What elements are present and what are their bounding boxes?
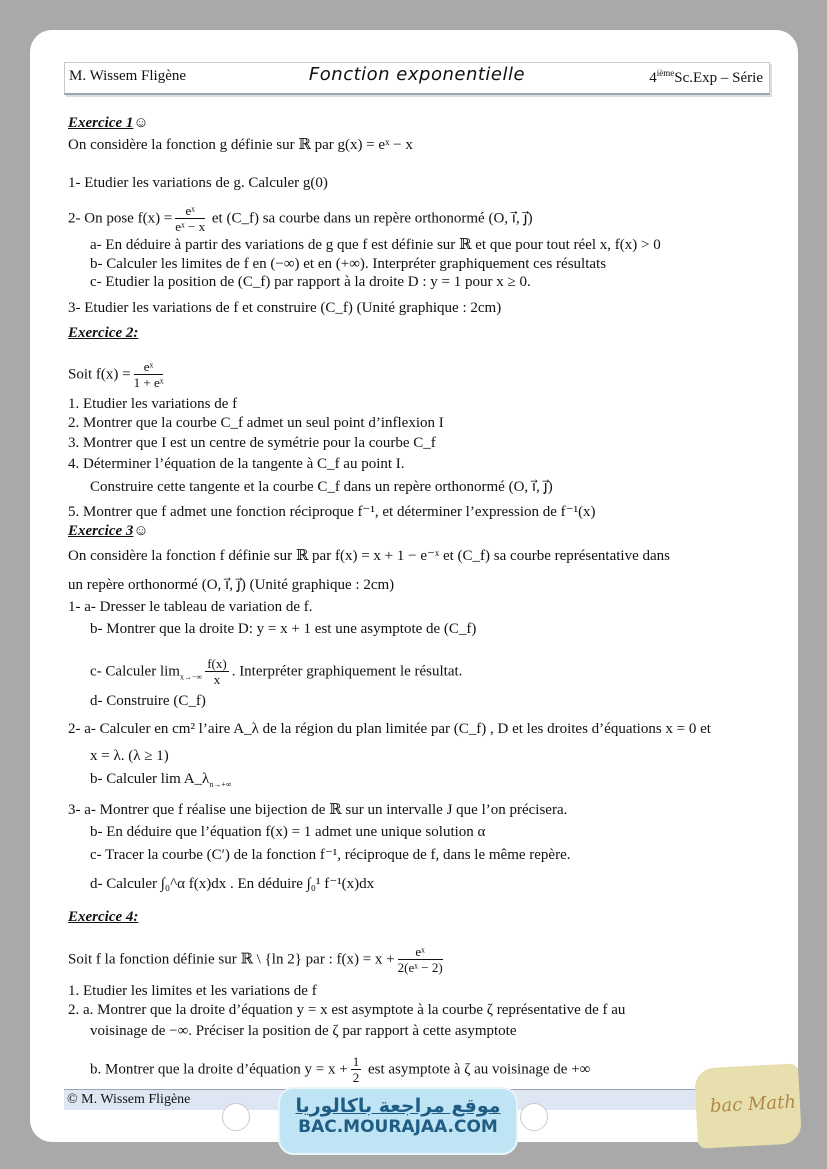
text-line: c- Tracer la courbe (C′) de la fonction f⁻¹, réciproque de f, dans le même repère. xyxy=(90,847,571,863)
limit-subscript: n→+∞ xyxy=(209,780,232,789)
text-line: 3- a- Montrer que f réalise une bijection de ℝ sur un intervalle J que l’on précisera. xyxy=(68,802,568,818)
site-logo-icon xyxy=(222,1103,250,1131)
author: M. Wissem Fligène xyxy=(69,68,187,84)
fraction: $\frac{f(x)}{x}$ xyxy=(207,656,227,687)
text-line: b- En déduire que l’équation f(x) = 1 admet une unique solution α xyxy=(90,824,486,840)
text-line: x = λ. (λ ≥ 1) xyxy=(90,748,169,764)
text-line: 4. Déterminer l’équation de la tangente à C_f au point I. xyxy=(68,456,405,472)
text-line: voisinage de −∞. Préciser la position de ζ par rapport à cette asymptote xyxy=(90,1023,517,1039)
text-line: 2- On pose f(x) = $\frac{\text{eˣ}}{\text{eˣ − x}}$ et (C_f) sa courbe dans un repère orthonormé (O, i⃗, j⃗) xyxy=(68,203,533,234)
text-line: Soit f la fonction définie sur ℝ \ {ln 2} par : f(x) = x + $\frac{\text{eˣ}}{\text{2(eˣ − 2)}}$ xyxy=(68,944,443,975)
text-line: 3. Montrer que I est un centre de symétrie pour la courbe C_f xyxy=(68,435,436,451)
text-line: Soit f(x) = $\frac{\text{eˣ}}{\text{1 + eˣ}}$ xyxy=(68,359,164,390)
text-line: Construire cette tangente et la courbe C_f dans un repère orthonormé (O, i⃗, j⃗) xyxy=(90,479,553,495)
text-line: 2. a. Montrer que la droite d’équation y = x est asymptote à la courbe ζ représentative de f au xyxy=(68,1002,626,1018)
text-line: 2. Montrer que la courbe C_f admet un seul point d’inflexion I xyxy=(68,415,444,431)
text-line: b- Montrer que la droite D: y = x + 1 est une asymptote de (C_f) xyxy=(90,621,477,637)
smiley-icon: ☺ xyxy=(133,115,149,131)
text-line: b- Calculer $\lim A\_\lambda_{n\to+\infty}$ xyxy=(90,771,232,789)
text-line: 2- a- Calculer en cm² l’aire A_λ de la région du plan limitée par (C_f) , D et les droites d’équations x = 0 et xyxy=(68,721,711,737)
text-line: d- Construire (C_f) xyxy=(90,693,206,709)
text-line: 1- Etudier les variations de g. Calculer g(0) xyxy=(68,175,328,191)
text-line: c- Etudier la position de (C_f) par rapport à la droite D : y = 1 pour x ≥ 0. xyxy=(90,274,531,290)
text-line: c- Calculer $\lim_{x\to-\infty}$ $\frac{f(x)}{x}$ . Interpréter graphiquement le résultat. xyxy=(90,656,463,687)
document-title: Fonction exponentielle xyxy=(308,64,526,85)
fraction: $\frac{1}{2}$ xyxy=(352,1054,360,1085)
text-line: 5. Montrer que f admet une fonction réciproque f⁻¹, et déterminer l’expression de f⁻¹(x) xyxy=(68,504,596,520)
site-url: BAC.MOURAJAA.COM xyxy=(298,1117,498,1137)
text-line: b. Montrer que la droite d’équation y = x + $\frac{1}{2}$ est asymptote à ζ au voisinage de +∞ xyxy=(90,1054,591,1085)
fraction: $\frac{\text{eˣ}}{\text{2(eˣ − 2)}}$ xyxy=(397,944,443,975)
exercise-heading: Exercice 1☺ xyxy=(68,115,149,131)
text-line: 1. Etudier les limites et les variations de f xyxy=(68,983,317,999)
text-line: a- En déduire à partir des variations de g que f est définie sur ℝ et que pour tout réel x, f(x) > 0 xyxy=(90,237,661,253)
exercise-heading: Exercice 2: xyxy=(68,325,139,341)
text-line: 1. Etudier les variations de f xyxy=(68,396,238,412)
fraction: $\frac{\text{eˣ}}{\text{eˣ − x}}$ xyxy=(175,203,206,234)
text-line: 3- Etudier les variations de f et construire (C_f) (Unité graphique : 2cm) xyxy=(68,300,502,316)
bac-math-badge: bac Math xyxy=(694,1063,802,1148)
site-name-arabic: موقع مراجعة باكالوريا xyxy=(295,1095,501,1117)
exercise-heading: Exercice 3☺ xyxy=(68,523,149,539)
fraction: $\frac{\text{eˣ}}{\text{1 + eˣ}}$ xyxy=(133,359,164,390)
text-line: On considère la fonction g définie sur ℝ par g(x) = eˣ − x xyxy=(68,137,413,153)
smiley-icon: ☺ xyxy=(133,523,149,539)
copyright: © M. Wissem Fligène xyxy=(67,1092,191,1107)
text-line: 1- a- Dresser le tableau de variation de f. xyxy=(68,599,313,615)
text-line: On considère la fonction f définie sur ℝ par f(x) = x + 1 − e⁻ˣ et (C_f) sa courbe représentative dans xyxy=(68,548,670,564)
limit-subscript: x→−∞ xyxy=(179,672,203,682)
text-line: b- Calculer les limites de f en (−∞) et en (+∞). Interpréter graphiquement ces résultats xyxy=(90,256,607,272)
text-line: un repère orthonormé (O, i⃗, j⃗) (Unité graphique : 2cm) xyxy=(68,577,395,593)
site-logo-icon xyxy=(520,1103,548,1131)
site-logo[interactable] xyxy=(278,1087,518,1155)
page-header xyxy=(64,62,770,95)
text-line: d- Calculer ∫₀^α f(x)dx . En déduire ∫₀¹ f⁻¹(x)dx xyxy=(90,876,375,892)
level: 4ièmeSc.Exp – Série xyxy=(649,68,763,86)
exercise-heading: Exercice 4: xyxy=(68,909,139,925)
